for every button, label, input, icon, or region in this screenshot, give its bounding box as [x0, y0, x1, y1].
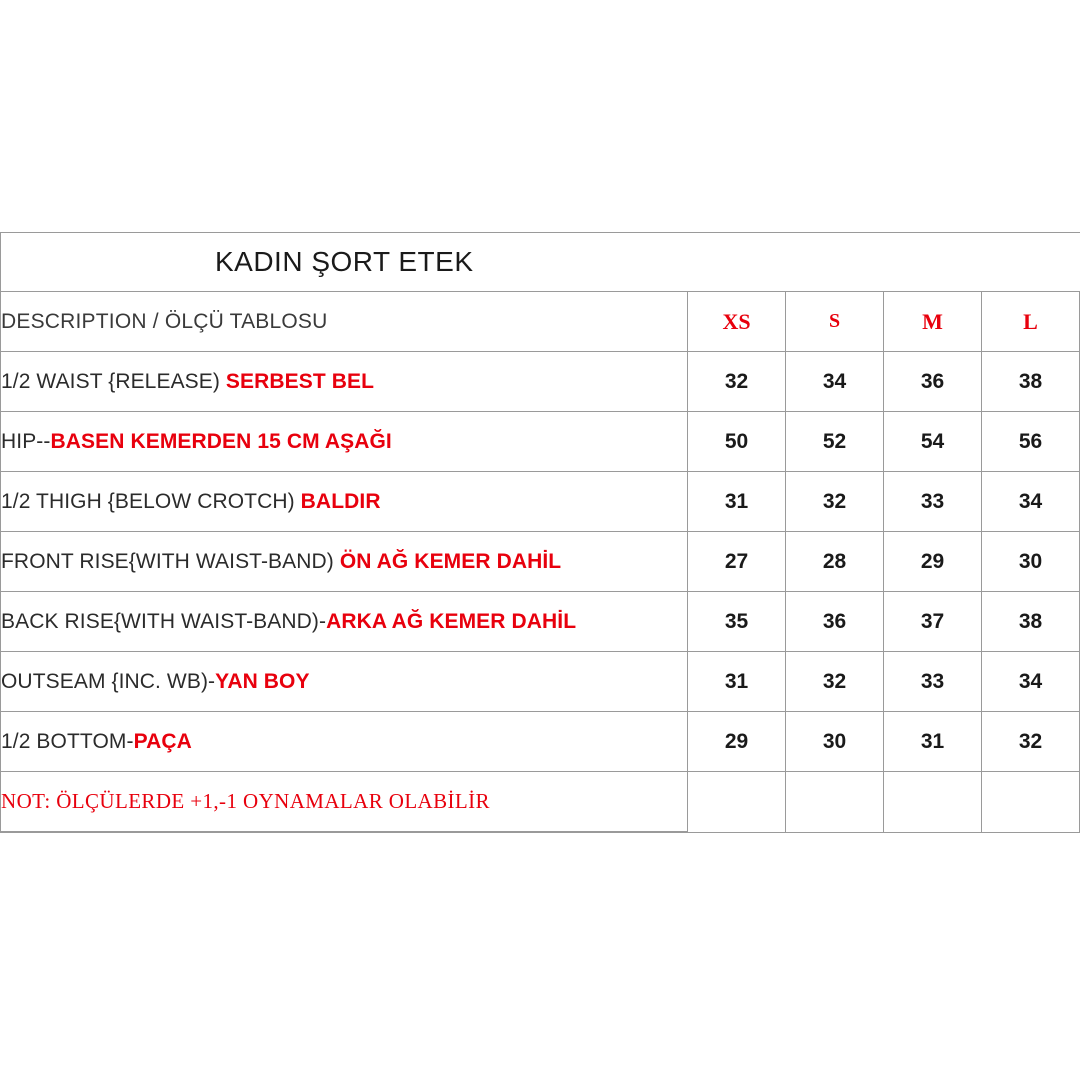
row-label-tr: ÖN AĞ KEMER DAHİL [339, 549, 562, 573]
cell-outseam-s: 32 [786, 652, 884, 712]
cell-back-rise-l: 38 [982, 592, 1080, 652]
table-row [1, 712, 1080, 772]
cell-thigh-xs: 31 [688, 472, 786, 532]
cell-thigh-l: 34 [982, 472, 1080, 532]
table-title-row [1, 233, 1080, 292]
title-spacer-4 [982, 233, 1080, 292]
measurement-note: NOT: ÖLÇÜLERDE +1,-1 OYNAMALAR OLABİLİR [1, 772, 688, 832]
cell-waist-m: 36 [884, 352, 982, 412]
cell-front-rise-m: 29 [884, 532, 982, 592]
page-title: KADIN ŞORT ETEK [214, 246, 474, 277]
cell-thigh-m: 33 [884, 472, 982, 532]
row-label-bottom [1, 712, 688, 772]
cell-thigh-s: 32 [786, 472, 884, 532]
cell-outseam-xs: 31 [688, 652, 786, 712]
cell-back-rise-xs: 35 [688, 592, 786, 652]
row-label-outseam [1, 652, 688, 712]
cell-hip-xs: 50 [688, 412, 786, 472]
cell-hip-s: 52 [786, 412, 884, 472]
cell-bottom-m: 31 [884, 712, 982, 772]
cell-front-rise-s: 28 [786, 532, 884, 592]
row-label-en: OUTSEAM {INC. WB)- [1, 669, 216, 693]
row-label-tr: PAÇA [133, 729, 192, 753]
note-spacer-3 [884, 772, 982, 832]
title-spacer-3 [884, 233, 982, 292]
row-label-en: 1/2 WAIST {RELEASE) [1, 369, 226, 393]
title-spacer-1 [688, 233, 786, 292]
row-label-waist [1, 352, 688, 412]
cell-bottom-s: 30 [786, 712, 884, 772]
cell-front-rise-xs: 27 [688, 532, 786, 592]
row-label-en: FRONT RISE{WITH WAIST-BAND) [1, 549, 340, 573]
row-label-tr: BASEN KEMERDEN 15 CM AŞAĞI [50, 429, 392, 453]
table-row [1, 592, 1080, 652]
row-label-tr: BALDIR [300, 489, 381, 513]
cell-waist-s: 34 [786, 352, 884, 412]
row-label-tr: SERBEST BEL [225, 369, 375, 393]
row-label-tr: YAN BOY [215, 669, 310, 693]
row-label-en: HIP-- [1, 429, 51, 453]
cell-hip-m: 54 [884, 412, 982, 472]
table-row [1, 412, 1080, 472]
table-row [1, 472, 1080, 532]
cell-bottom-l: 32 [982, 712, 1080, 772]
cell-waist-l: 38 [982, 352, 1080, 412]
table-header-row [1, 292, 1080, 352]
cell-outseam-l: 34 [982, 652, 1080, 712]
note-spacer-1 [688, 772, 786, 832]
row-label-tr: ARKA AĞ KEMER DAHİL [326, 609, 577, 633]
cell-hip-l: 56 [982, 412, 1080, 472]
column-header-xs: XS [688, 292, 786, 352]
cell-outseam-m: 33 [884, 652, 982, 712]
note-spacer-2 [786, 772, 884, 832]
size-chart [0, 232, 1080, 833]
size-chart-table [0, 233, 1080, 832]
row-label-front-rise [1, 532, 688, 592]
row-label-en: 1/2 THIGH {BELOW CROTCH) [1, 489, 301, 513]
column-header-s: S [786, 292, 884, 352]
row-label-hip [1, 412, 688, 472]
row-label-back-rise [1, 592, 688, 652]
column-header-m: M [884, 292, 982, 352]
cell-front-rise-l: 30 [982, 532, 1080, 592]
cell-waist-xs: 32 [688, 352, 786, 412]
cell-back-rise-m: 37 [884, 592, 982, 652]
row-label-thigh [1, 472, 688, 532]
column-header-l: L [982, 292, 1080, 352]
column-header-description: DESCRIPTION / ÖLÇÜ TABLOSU [1, 292, 688, 352]
note-spacer-4 [982, 772, 1080, 832]
cell-back-rise-s: 36 [786, 592, 884, 652]
cell-bottom-xs: 29 [688, 712, 786, 772]
row-label-en: 1/2 BOTTOM- [1, 729, 134, 753]
table-row [1, 352, 1080, 412]
table-row [1, 652, 1080, 712]
chart-title-cell [1, 233, 688, 292]
table-note-row [1, 772, 1080, 832]
table-row [1, 532, 1080, 592]
row-label-en: BACK RISE{WITH WAIST-BAND)- [1, 609, 327, 633]
title-spacer-2 [786, 233, 884, 292]
